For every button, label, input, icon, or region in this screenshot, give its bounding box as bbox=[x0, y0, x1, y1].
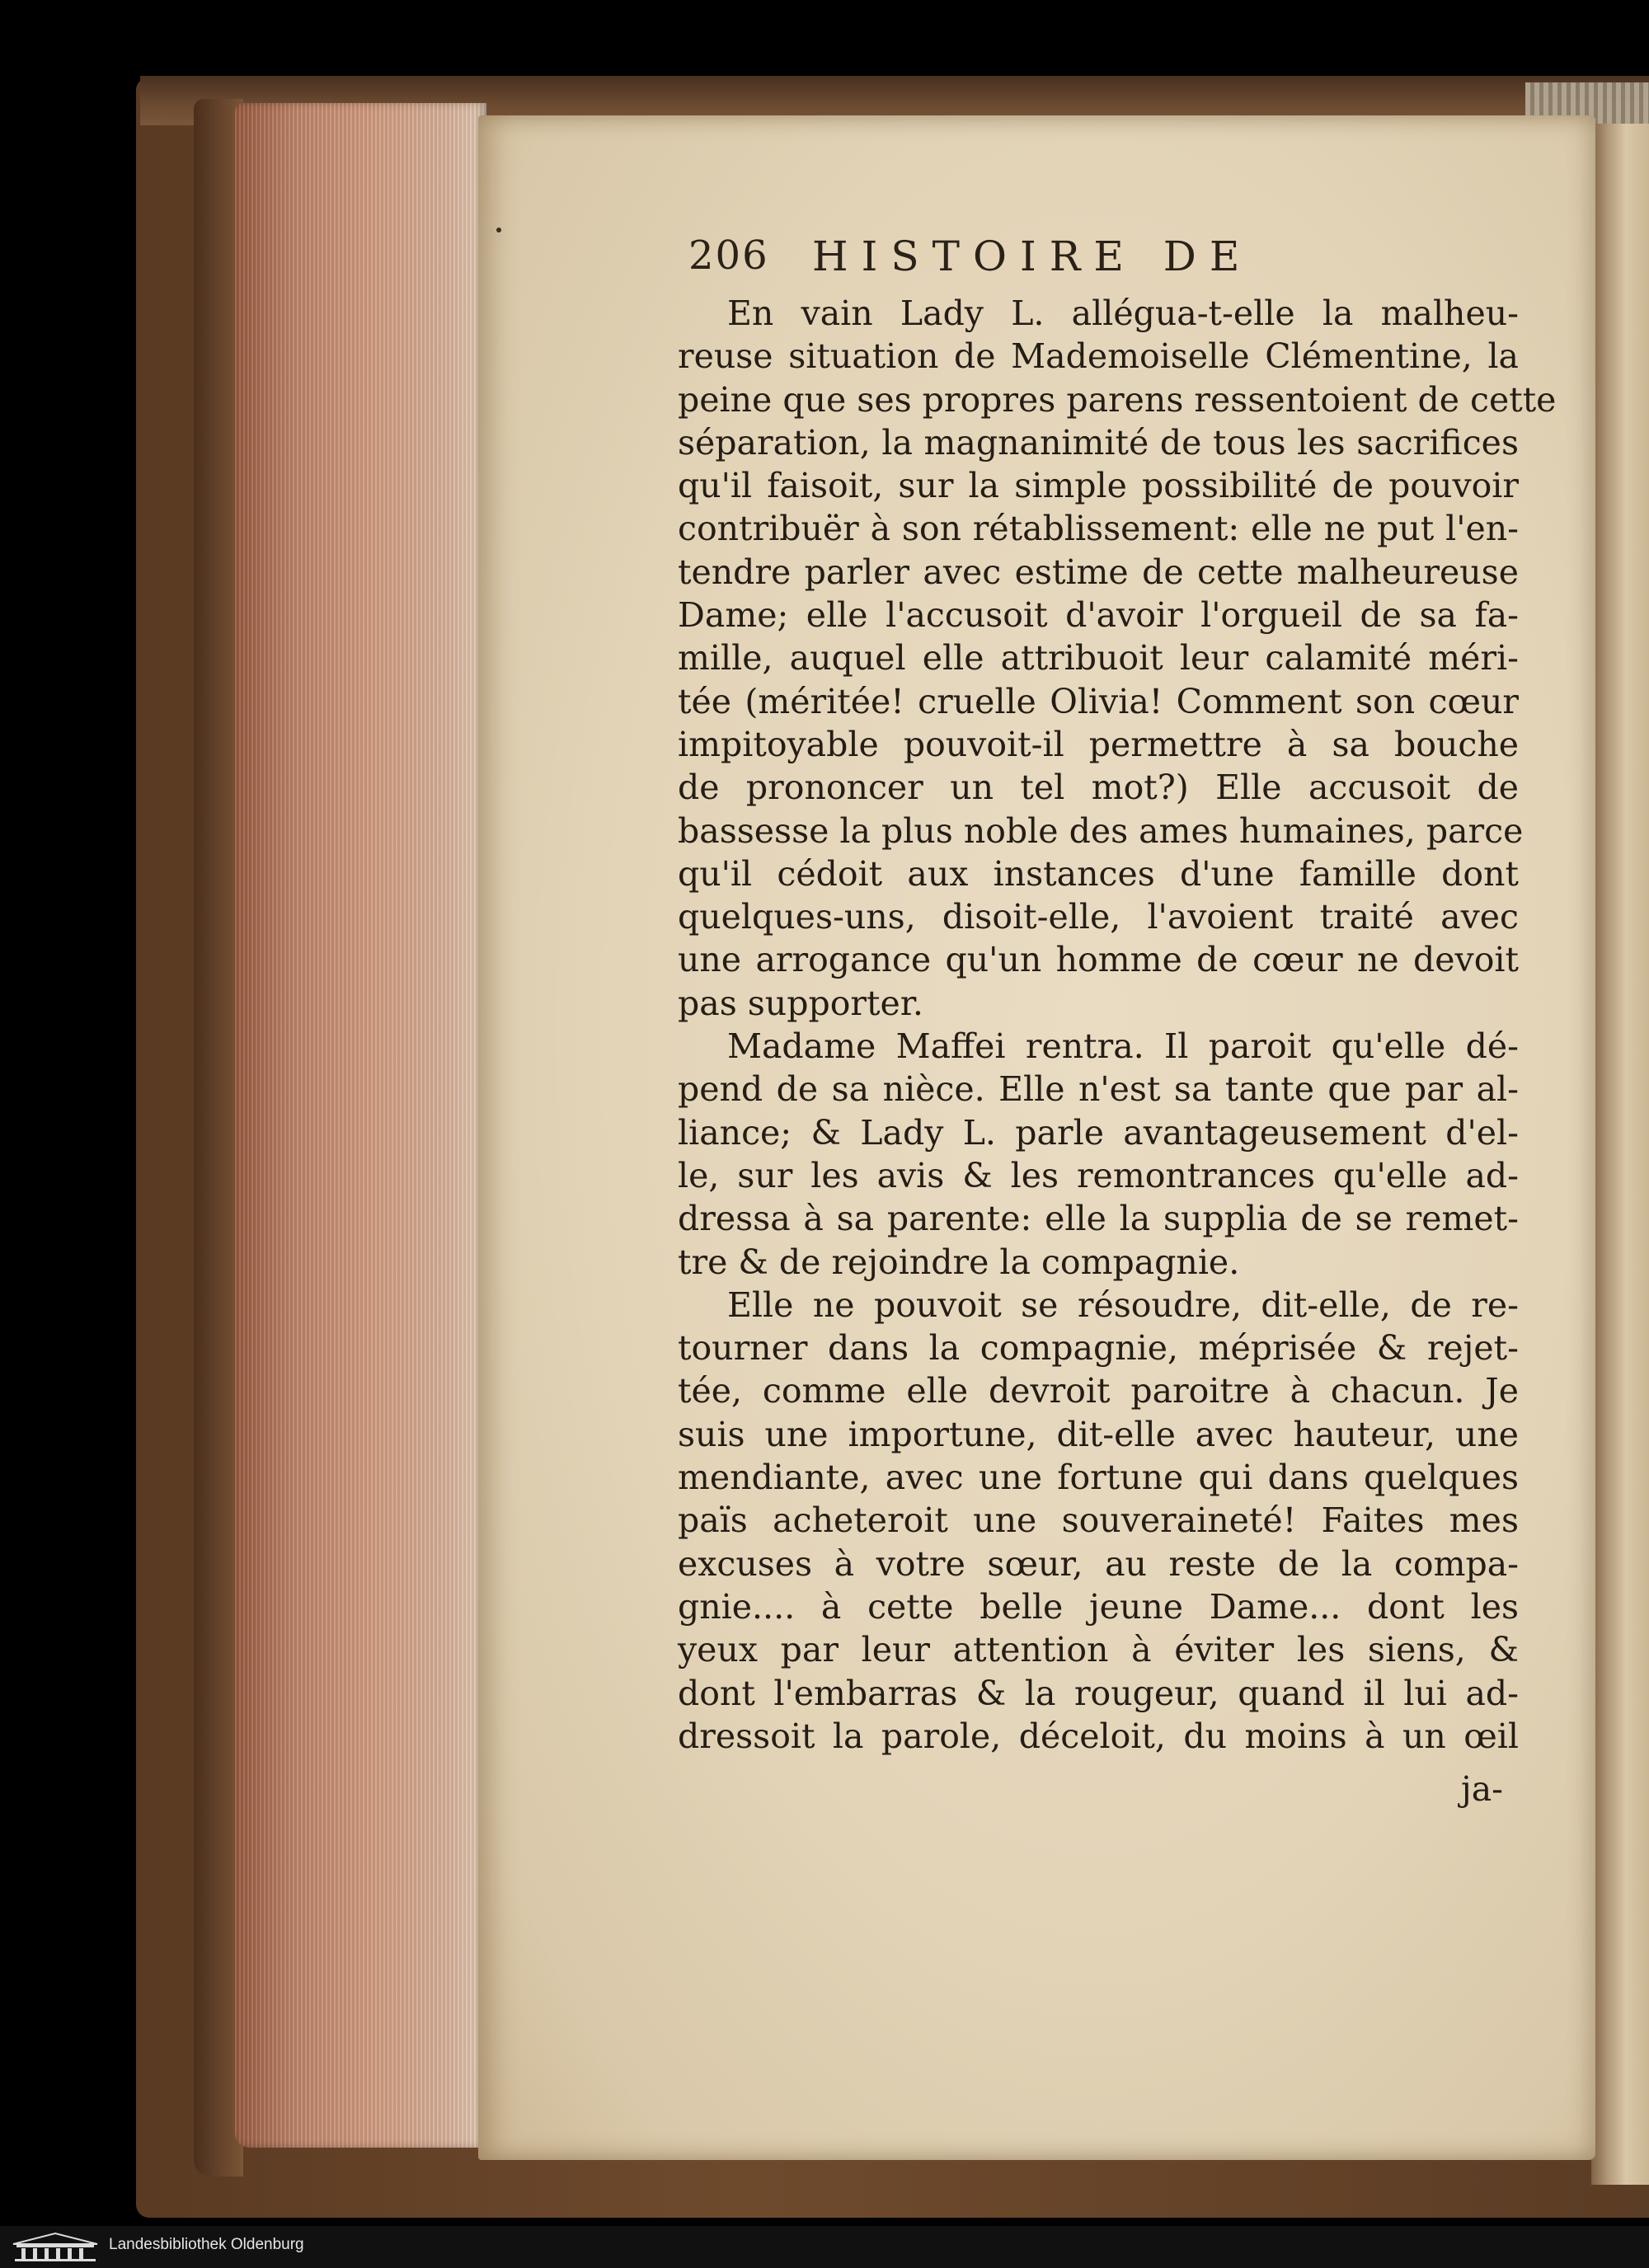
page-fore-edges bbox=[235, 103, 486, 2148]
text-line: peine que ses propres parens ressentoient de cette bbox=[678, 379, 1557, 420]
text-line: liance; & Lady L. parle avantageusement d'el- bbox=[678, 1112, 1519, 1153]
text-line: quelques-uns, disoit-elle, l'avoient traité avec bbox=[678, 897, 1519, 937]
library-name: Landesbibliothek Oldenburg bbox=[109, 2236, 304, 2253]
text-line: païs acheteroit une souveraineté! Faites mes bbox=[678, 1500, 1519, 1541]
text-line: bassesse la plus noble des ames humaines, parce bbox=[678, 810, 1524, 851]
text-line: le, sur les avis & les remontrances qu'elle ad- bbox=[678, 1155, 1519, 1195]
text-line: tée, comme elle devroit paroitre à chacun. Je bbox=[678, 1371, 1519, 1411]
text-line: En vain Lady L. allégua-t-elle la malheu- bbox=[727, 293, 1519, 333]
text-line: reuse situation de Mademoiselle Clémentine, la bbox=[678, 336, 1519, 377]
text-line: tendre parler avec estime de cette malheureuse bbox=[678, 552, 1519, 592]
text-line: impitoyable pouvoit-il permettre à sa bouche bbox=[678, 724, 1519, 764]
text-line: qu'il cédoit aux instances d'une famille dont bbox=[678, 853, 1519, 894]
facing-page-edge bbox=[1591, 124, 1649, 2185]
page-number: 206 bbox=[688, 232, 769, 279]
catchword: ja- bbox=[1461, 1769, 1504, 1809]
text-line: dont l'embarras & la rougeur, quand il lui ad- bbox=[678, 1673, 1519, 1713]
text-line: gnie.... à cette belle jeune Dame... dont les bbox=[678, 1586, 1519, 1627]
text-line: une arrogance qu'un homme de cœur ne devoit bbox=[678, 940, 1519, 980]
text-line: mendiante, avec une fortune qui dans quelques bbox=[678, 1458, 1519, 1498]
text-line: Dame; elle l'accusoit d'avoir l'orgueil de sa fa- bbox=[678, 595, 1519, 636]
ink-dot bbox=[496, 228, 501, 232]
text-line: excuses à votre sœur, au reste de la compa- bbox=[678, 1543, 1519, 1584]
text-line: suis une importune, dit-elle avec hauteur, une bbox=[678, 1414, 1519, 1454]
running-title: HISTOIRE DE bbox=[812, 232, 1253, 280]
text-line: pend de sa nièce. Elle n'est sa tante que par al- bbox=[678, 1069, 1519, 1110]
text-line: tre & de rejoindre la compagnie. bbox=[678, 1242, 1240, 1282]
text-line: contribuër à son rétablissement: elle ne put l'en- bbox=[678, 509, 1519, 549]
text-line: mille, auquel elle attribuoit leur calamité méri- bbox=[678, 638, 1519, 679]
body-text bbox=[678, 292, 1557, 1758]
text-line: tourner dans la compagnie, méprisée & rejet- bbox=[678, 1328, 1519, 1369]
text-line: séparation, la magnanimité de tous les sacrifices bbox=[678, 422, 1519, 463]
text-line: dressa à sa parente: elle la supplia de se remet- bbox=[678, 1199, 1519, 1239]
text-line: qu'il faisoit, sur la simple possibilité de pouvoir bbox=[678, 466, 1519, 506]
library-building-icon bbox=[10, 2231, 101, 2262]
text-line: pas supporter. bbox=[678, 983, 923, 1023]
text-line: tée (méritée! cruelle Olivia! Comment son cœur bbox=[678, 681, 1519, 721]
text-line: yeux par leur attention à éviter les siens, & bbox=[678, 1630, 1519, 1670]
running-head bbox=[688, 232, 1513, 290]
text-line: de prononcer un tel mot?) Elle accusoit de bbox=[678, 768, 1519, 808]
text-line: Elle ne pouvoit se résoudre, dit-elle, de re- bbox=[727, 1284, 1519, 1325]
text-line: dressoit la parole, déceloit, du moins à un œil bbox=[678, 1716, 1519, 1756]
text-line: Madame Maffei rentra. Il paroit qu'elle dé- bbox=[727, 1026, 1519, 1067]
